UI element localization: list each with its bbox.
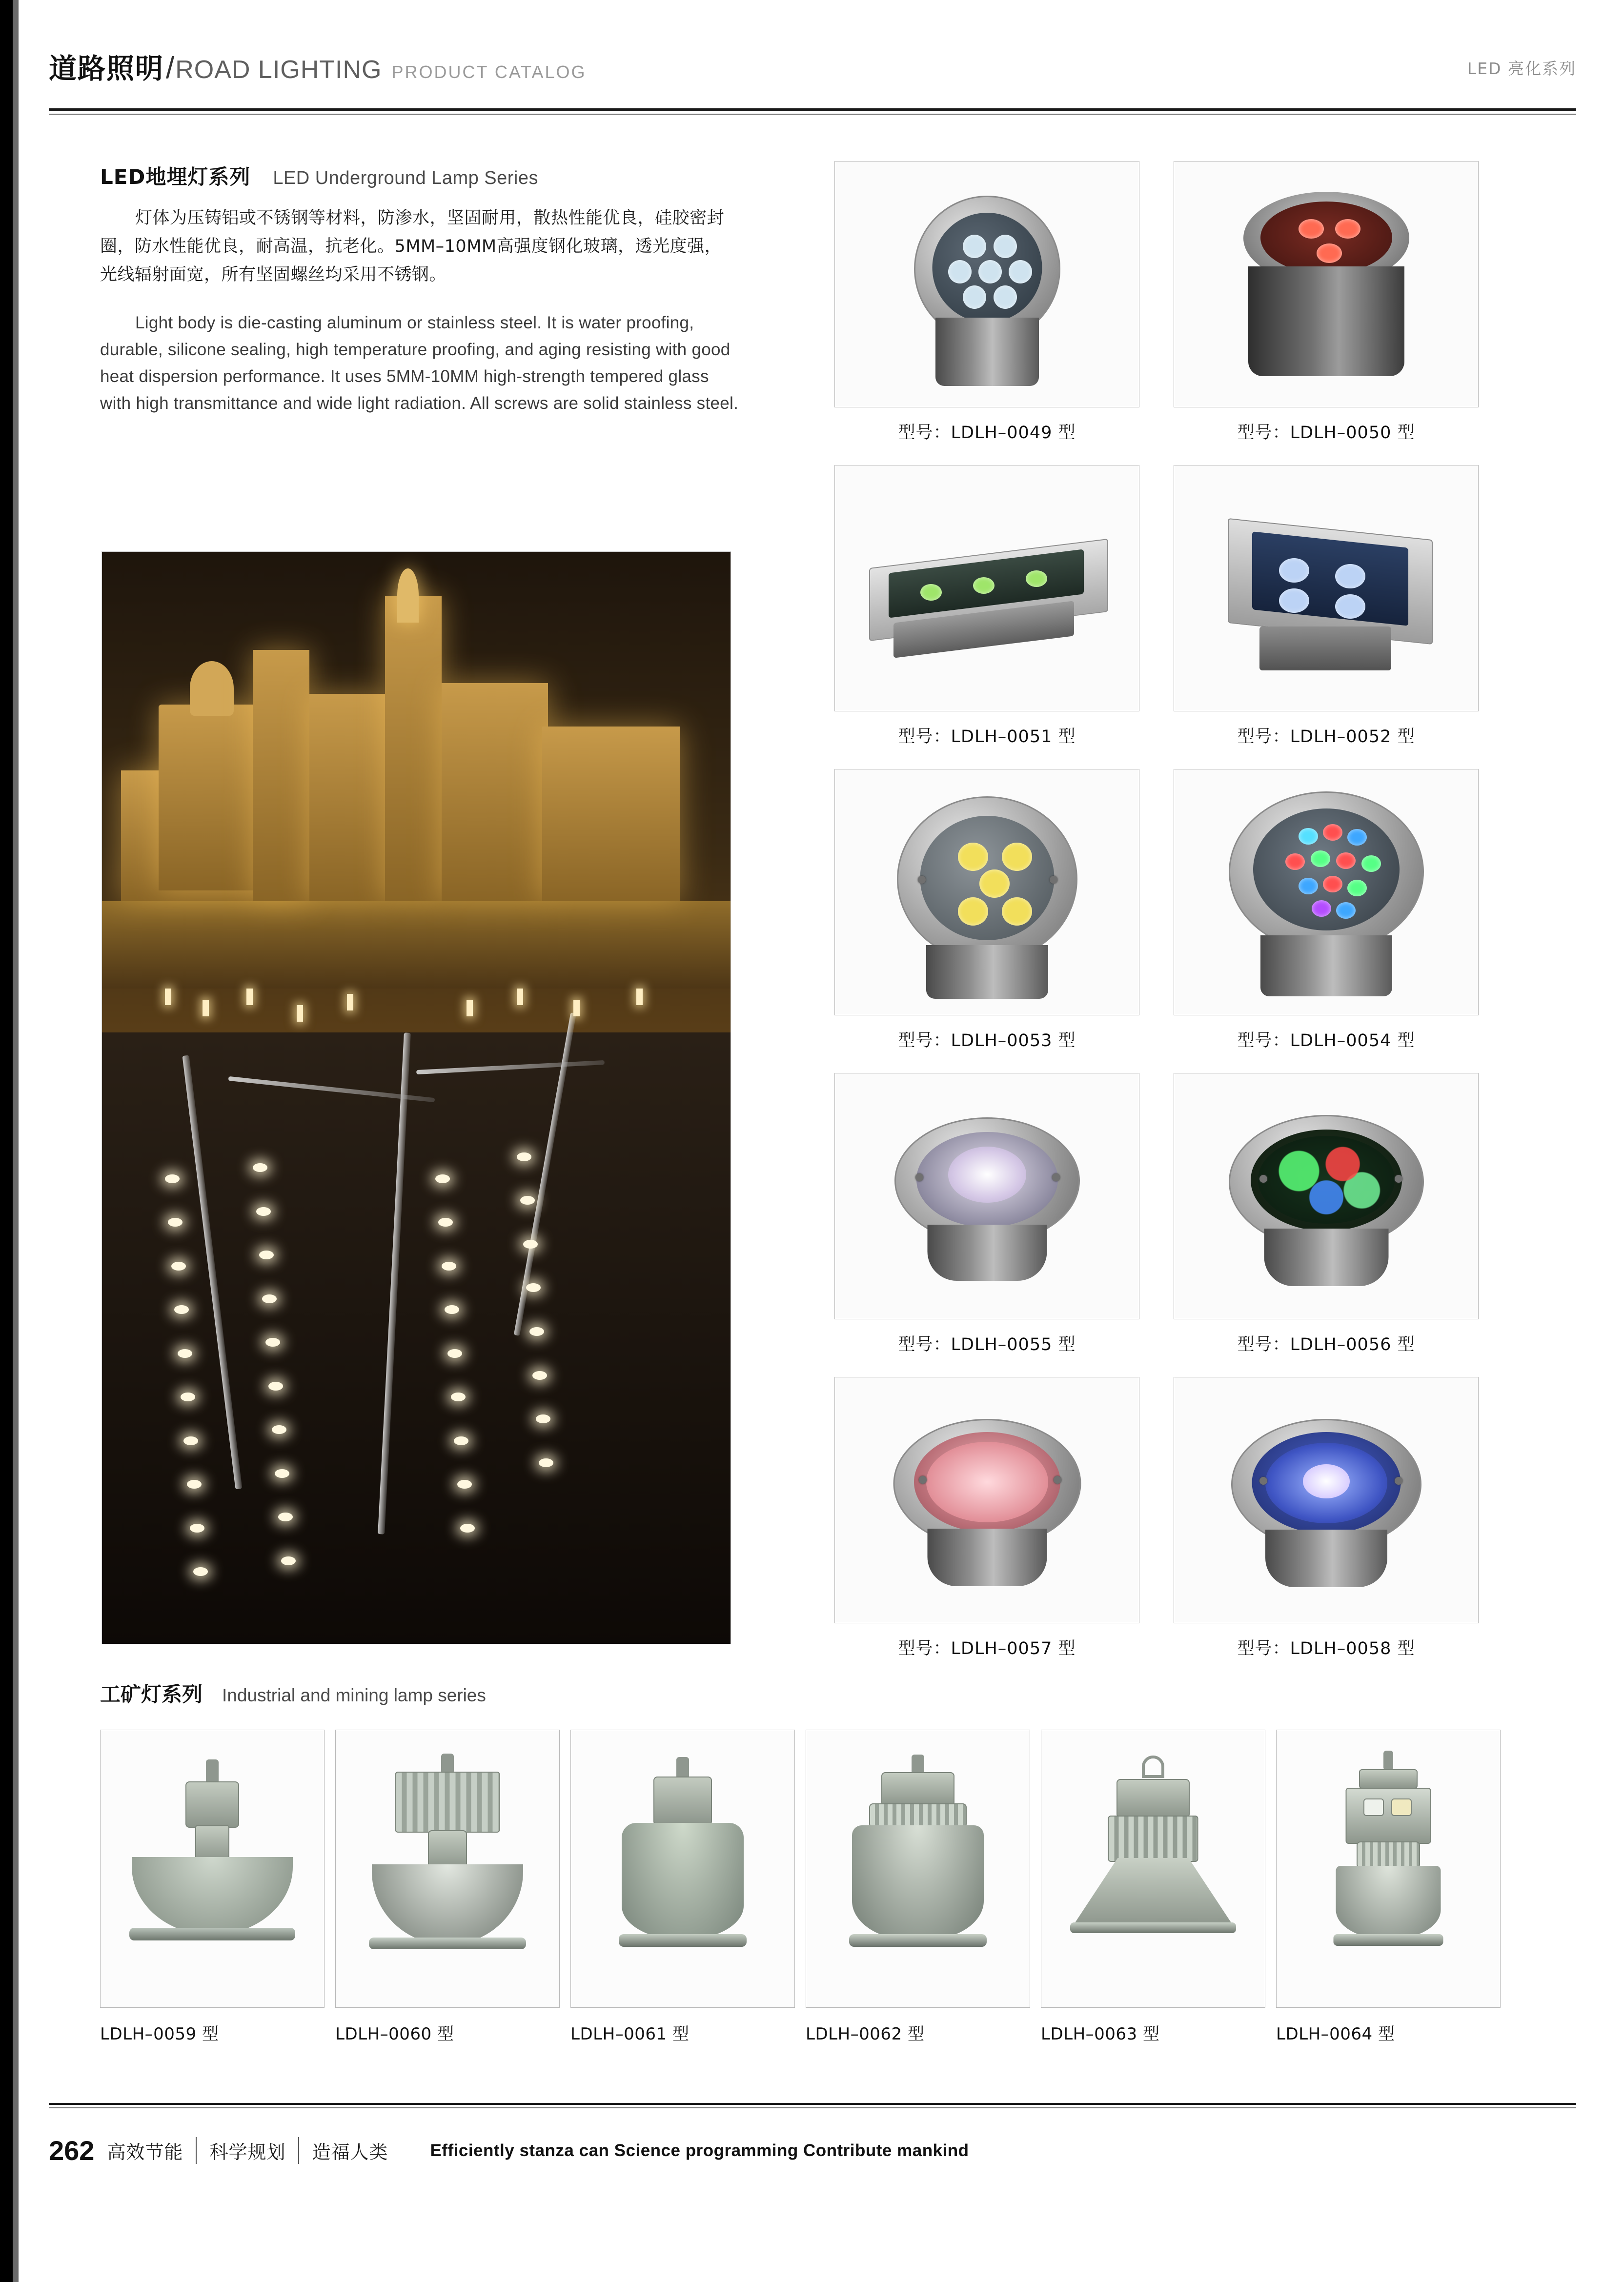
screw — [1259, 1175, 1267, 1183]
led — [1009, 260, 1032, 283]
led — [979, 869, 1010, 898]
product-cell — [834, 465, 1139, 760]
distant-light — [573, 1000, 580, 1016]
product-image-0053 — [834, 769, 1139, 1015]
label-plate — [1363, 1798, 1384, 1816]
hanging-hook — [676, 1757, 689, 1779]
lamp-art-round-star-white — [835, 1073, 1139, 1319]
product-image-0055 — [834, 1073, 1139, 1319]
ballast-housing — [881, 1772, 954, 1806]
hanging-hook — [912, 1755, 924, 1774]
led — [958, 843, 988, 871]
building — [253, 650, 309, 901]
industrial-cell — [1041, 1730, 1265, 2044]
lamp-body — [1260, 935, 1392, 996]
lamp-neck — [428, 1830, 467, 1869]
lamp-rim — [1070, 1922, 1236, 1933]
product-image-0050 — [1174, 161, 1479, 407]
step-light — [447, 1349, 462, 1358]
distant-light — [203, 1000, 209, 1016]
product-cell — [1174, 1377, 1479, 1672]
industrial-cell — [1276, 1730, 1501, 2044]
header-divider-thin — [49, 114, 1576, 115]
screw — [1395, 1175, 1402, 1183]
cable-gland — [1359, 1769, 1418, 1789]
industrial-caption: LDLH–0063 型 — [1041, 2024, 1160, 2044]
page-footer — [49, 2135, 1576, 2166]
header-title-en: ROAD LIGHTING — [175, 56, 382, 84]
led — [1285, 853, 1305, 870]
step-light — [539, 1458, 553, 1467]
building — [385, 596, 442, 902]
footer-divider-thin — [49, 2107, 1576, 2108]
product-image-0049 — [834, 161, 1139, 407]
industrial-image-0060 — [335, 1730, 560, 2008]
product-caption: 型号：LDLH–0053 型 — [898, 1031, 1076, 1050]
product-caption: 型号：LDLH–0055 型 — [898, 1335, 1076, 1354]
led-star-cluster — [948, 1147, 1026, 1203]
led — [1335, 564, 1365, 588]
page-header — [49, 46, 1576, 115]
industrial-caption: LDLH–0062 型 — [806, 2024, 925, 2044]
lamp-art-highbay-deep-bell — [571, 1730, 794, 2007]
led — [1335, 219, 1360, 239]
led — [1026, 570, 1047, 587]
product-caption: 型号：LDLH–0058 型 — [1237, 1639, 1415, 1658]
lamp-art-highbay-flat-dome — [101, 1730, 324, 2007]
lamp-reflector — [132, 1857, 293, 1935]
product-caption: 型号：LDLH–0050 型 — [1237, 423, 1415, 443]
screw — [1052, 1173, 1060, 1181]
lamp-art-round-3led-red — [1174, 162, 1478, 407]
lamp-body — [1264, 1229, 1388, 1286]
step-light — [268, 1382, 283, 1391]
step-light — [183, 1436, 198, 1445]
lamp-rim — [849, 1934, 987, 1947]
step-light — [454, 1436, 468, 1445]
step-light — [178, 1349, 192, 1358]
clock-tower — [397, 568, 419, 623]
product-caption: 型号：LDLH–0056 型 — [1237, 1335, 1415, 1354]
led — [1323, 824, 1342, 841]
lamp-reflector — [1073, 1858, 1234, 1926]
product-cell — [834, 161, 1139, 456]
product-row — [834, 1377, 1479, 1672]
lamp-face — [1260, 202, 1392, 274]
underground-paragraph-en: Light body is die-casting aluminum or stainless steel. It is water proofing, durable, silicone sealing, high temperature proofing, and aging resisting with good heat dispersion performance. It uses 5MM-10MM high-strength tempered glass with high transmittance and wide light radiation. All screws are solid stainless steel. — [100, 313, 739, 413]
step-light — [529, 1327, 544, 1336]
product-row — [834, 769, 1479, 1064]
led — [958, 897, 988, 926]
product-image-0057 — [834, 1377, 1139, 1623]
ballast-housing-finned — [395, 1772, 500, 1833]
lamp-rim — [129, 1928, 295, 1940]
product-caption: 型号：LDLH–0049 型 — [898, 423, 1076, 443]
lamp-face — [1252, 531, 1408, 626]
led — [1347, 829, 1367, 846]
screw — [1259, 1477, 1267, 1485]
night-scene-photo — [102, 551, 731, 1644]
lamp-body — [927, 1225, 1047, 1281]
step-light — [460, 1524, 475, 1533]
industrial-image-0062 — [806, 1730, 1030, 2008]
screw — [1395, 1477, 1402, 1485]
underground-paragraph-cn: 灯体为压铸铝或不锈钢等材料，防渗水，坚固耐用，散热性能优良，硅胶密封圈，防水性能优良，耐高温，抗老化。5MM–10MM高强度钢化玻璃，透光度强，光线辐射面宽，所有坚固螺丝均采用不锈钢。 — [100, 208, 725, 284]
lamp-body — [927, 1529, 1047, 1586]
industrial-image-0061 — [570, 1730, 795, 2008]
step-light — [275, 1469, 289, 1478]
screw — [919, 1476, 927, 1484]
product-image-0058 — [1174, 1377, 1479, 1623]
product-cell — [834, 769, 1139, 1064]
step-light — [165, 1174, 180, 1183]
header-catalog-label: PRODUCT CATALOG — [391, 62, 587, 82]
led — [1347, 880, 1367, 896]
lamp-art-round-rgb-swirl — [1174, 1073, 1478, 1319]
screw — [1054, 1476, 1061, 1484]
led — [978, 260, 1002, 283]
led — [1312, 900, 1331, 917]
led — [1002, 843, 1032, 871]
distant-light — [467, 1000, 473, 1016]
driver-housing — [1116, 1779, 1190, 1818]
product-image-0052 — [1174, 465, 1479, 711]
header-title-cn: 道路照明 — [49, 53, 164, 85]
step-light — [281, 1556, 296, 1565]
cooling-fins — [1108, 1816, 1198, 1862]
lamp-art-highbay-tall-bell — [806, 1730, 1030, 2007]
led — [973, 577, 995, 594]
led — [1279, 588, 1309, 613]
lamp-body — [1259, 626, 1391, 670]
product-row — [834, 1073, 1479, 1368]
lamp-reflector — [372, 1864, 523, 1945]
product-cell — [1174, 161, 1479, 456]
industrial-title-cn: 工矿灯系列 — [100, 1682, 203, 1706]
page-edge-bar — [0, 0, 13, 2282]
product-caption: 型号：LDLH–0051 型 — [898, 727, 1076, 747]
screw — [918, 876, 926, 884]
lamp-art-highbay-explosion-proof — [1277, 1730, 1500, 2007]
step-light — [256, 1207, 271, 1216]
distant-light — [246, 989, 253, 1005]
header-slash: / — [166, 51, 175, 85]
lamp-reflector — [852, 1825, 984, 1940]
led — [994, 285, 1017, 309]
product-caption: 型号：LDLH–0054 型 — [1237, 1031, 1415, 1050]
industrial-cell — [335, 1730, 560, 2044]
industrial-caption: LDLH–0061 型 — [570, 2024, 690, 2044]
step-light — [442, 1262, 456, 1271]
underground-section — [100, 161, 783, 417]
product-cell — [834, 1377, 1139, 1672]
footer-slogan-3: 造福人类 — [298, 2137, 401, 2164]
lamp-art-round-7led-white — [835, 162, 1139, 407]
footer-slogan-1: 高效节能 — [107, 2141, 183, 2163]
hanging-hook — [441, 1754, 454, 1774]
led — [1317, 243, 1342, 263]
header-divider — [49, 108, 1576, 111]
lamp-rim — [619, 1934, 747, 1947]
page-number: 262 — [49, 2135, 95, 2166]
underground-title-cn: LED地埋灯系列 — [100, 165, 251, 189]
underground-section-title — [100, 161, 783, 190]
step-light — [262, 1294, 277, 1303]
lamp-rim — [369, 1938, 526, 1949]
lamp-body — [1248, 266, 1404, 376]
step-light — [523, 1240, 538, 1249]
distant-light — [297, 1005, 303, 1022]
step-light — [517, 1152, 531, 1161]
lamp-art-round-pink-dense — [835, 1377, 1139, 1623]
control-box — [1346, 1788, 1431, 1844]
lamp-reflector — [622, 1823, 744, 1940]
product-cell — [834, 1073, 1139, 1368]
hanging-hook — [1383, 1751, 1393, 1770]
distant-light — [347, 994, 353, 1010]
led — [1299, 828, 1318, 845]
product-caption: 型号：LDLH–0057 型 — [898, 1639, 1076, 1658]
header-title-group — [49, 46, 587, 86]
building-dome — [190, 661, 234, 716]
led — [1323, 876, 1342, 892]
lamp-neck — [195, 1825, 229, 1862]
industrial-section-title — [100, 1678, 486, 1708]
lamp-art-round-5led-yellow — [835, 769, 1139, 1015]
led-center — [1303, 1464, 1350, 1498]
led-cluster — [926, 1442, 1048, 1522]
lamp-reflector — [1336, 1866, 1441, 1939]
step-light — [435, 1174, 450, 1183]
led — [1002, 897, 1032, 926]
product-cell — [1174, 465, 1479, 760]
lamp-art-round-blue-dense — [1174, 1377, 1478, 1623]
led — [1361, 855, 1381, 872]
product-image-0051 — [834, 465, 1139, 711]
product-cell — [1174, 769, 1479, 1064]
step-light — [536, 1414, 550, 1423]
industrial-caption: LDLH–0060 型 — [335, 2024, 454, 2044]
led-rgb-cluster — [1258, 1136, 1395, 1224]
screw — [915, 1173, 923, 1181]
industrial-image-0059 — [100, 1730, 325, 2008]
lamp-art-round-rgb-cluster — [1174, 769, 1478, 1015]
led — [948, 260, 972, 283]
industrial-caption: LDLH–0059 型 — [100, 2024, 219, 2044]
led — [1299, 878, 1318, 894]
led — [920, 584, 942, 601]
night-scene-art — [102, 552, 731, 1644]
step-light — [190, 1524, 204, 1533]
industrial-image-0064 — [1276, 1730, 1501, 2008]
underground-title-en: LED Underground Lamp Series — [273, 168, 539, 188]
underground-product-grid — [834, 161, 1479, 1681]
distant-light — [165, 989, 171, 1005]
header-series-label: LED 亮化系列 — [1467, 59, 1576, 78]
lamp-art-highbay-wide-cone — [1041, 1730, 1265, 2007]
lamp-body — [926, 945, 1048, 999]
led — [1311, 850, 1330, 867]
light-haze — [102, 901, 731, 989]
led — [963, 235, 986, 258]
industrial-cell — [570, 1730, 795, 2044]
footer-slogan-2: 科学规划 — [196, 2137, 298, 2164]
hanging-hook — [206, 1759, 219, 1784]
distant-light — [636, 989, 643, 1005]
lamp-body — [1265, 1530, 1387, 1587]
footer-divider — [49, 2103, 1576, 2105]
lamp-art-rect-3led-green — [835, 465, 1139, 711]
product-image-0054 — [1174, 769, 1479, 1015]
product-image-0056 — [1174, 1073, 1479, 1319]
cooling-fins — [1357, 1841, 1420, 1868]
product-cell — [1174, 1073, 1479, 1368]
led — [1335, 594, 1365, 619]
product-row — [834, 465, 1479, 760]
ballast-housing — [185, 1781, 239, 1828]
industrial-image-0063 — [1041, 1730, 1265, 2008]
ballast-housing — [653, 1777, 712, 1825]
lamp-art-highbay-finned-box — [336, 1730, 559, 2007]
warning-plate — [1391, 1798, 1412, 1816]
lamp-art-square-4led-blue — [1174, 465, 1478, 711]
industrial-cell — [100, 1730, 325, 2044]
led — [1336, 852, 1356, 869]
building — [442, 683, 548, 902]
led — [994, 235, 1017, 258]
cooling-fins — [869, 1803, 967, 1828]
lamp-body — [935, 318, 1039, 386]
industrial-title-en: Industrial and mining lamp series — [222, 1685, 486, 1705]
industrial-product-grid — [100, 1730, 1535, 2044]
industrial-cell — [806, 1730, 1030, 2044]
distant-light — [517, 989, 523, 1005]
product-row — [834, 161, 1479, 456]
led — [963, 285, 986, 309]
step-light — [171, 1262, 186, 1271]
step-light — [532, 1371, 547, 1380]
building — [542, 727, 680, 901]
led — [1279, 558, 1309, 583]
screw — [1050, 876, 1057, 884]
hanging-ring — [1142, 1756, 1164, 1778]
building — [309, 694, 385, 901]
industrial-caption: LDLH–0064 型 — [1276, 2024, 1395, 2044]
product-caption: 型号：LDLH–0052 型 — [1237, 727, 1415, 747]
lamp-rim — [1334, 1934, 1443, 1946]
building — [159, 705, 259, 890]
page-edge-bar-secondary — [13, 0, 19, 2282]
footer-slogan-en: Efficiently stanza can Science programming Contribute mankind — [430, 2141, 969, 2160]
led — [1336, 902, 1356, 919]
led — [1299, 219, 1324, 239]
